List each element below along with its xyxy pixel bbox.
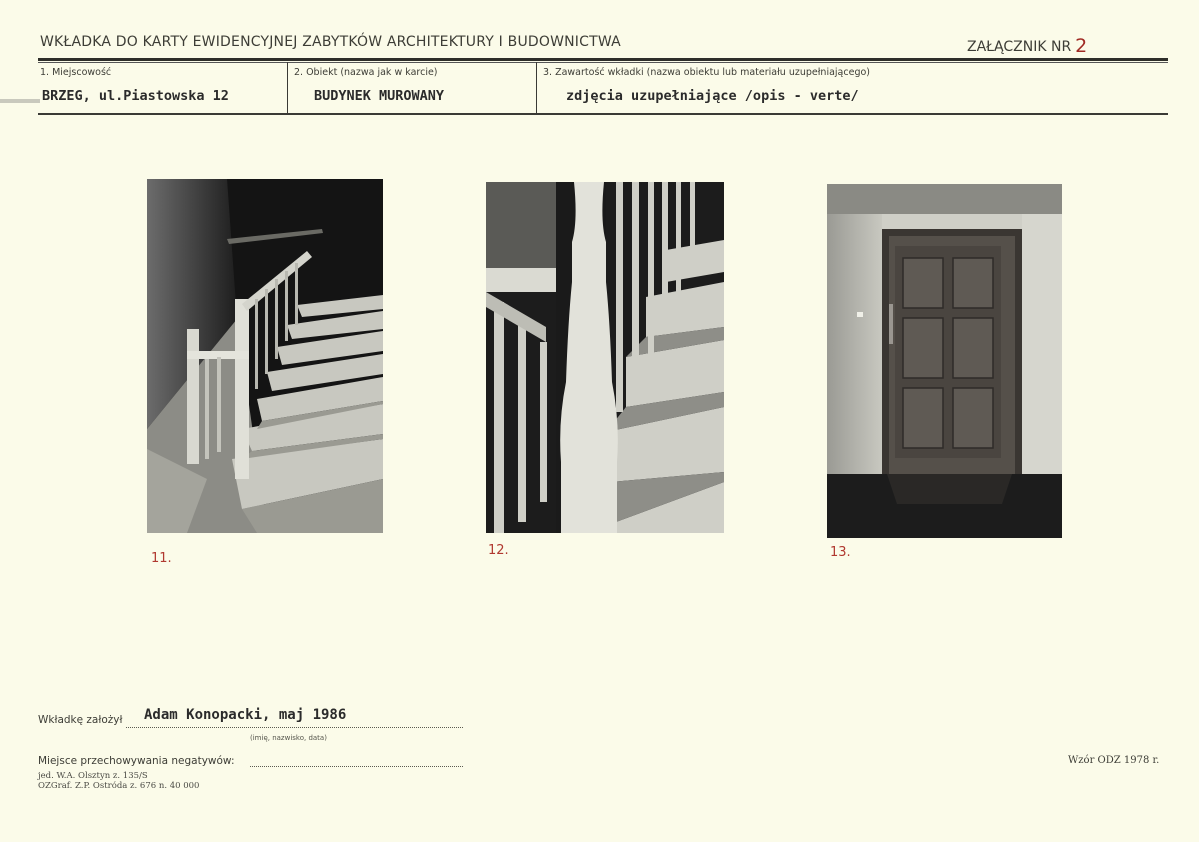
photo-caption-13: 13. — [830, 545, 851, 560]
form-code: Wzór ODZ 1978 r. — [1068, 755, 1160, 766]
author-label: Wkładkę założył — [38, 714, 123, 726]
baluster-photo — [486, 182, 724, 533]
author-dotted-line — [126, 727, 463, 728]
object-value: BUDYNEK MUROWANY — [314, 88, 445, 104]
annex-label-text: ZAŁĄCZNIK NR — [967, 39, 1072, 55]
locality-label: 1. Miejscowość — [40, 67, 112, 78]
header-rule-thin — [38, 62, 1168, 63]
staircase-photo — [147, 179, 383, 533]
negatives-label: Miejsce przechowywania negatywów: — [38, 755, 235, 767]
author-value: Adam Konopacki, maj 1986 — [144, 707, 347, 723]
print-line-1: jed. W.A. Olsztyn z. 135/S — [38, 771, 148, 781]
contents-value: zdjęcia uzupełniające /opis - verte/ — [566, 88, 859, 104]
locality-value: BRZEG, ul.Piastowska 12 — [42, 88, 229, 104]
header-rule — [38, 58, 1168, 61]
object-label: 2. Obiekt (nazwa jak w karcie) — [294, 67, 438, 78]
field-divider — [287, 62, 288, 114]
form-title: WKŁADKA DO KARTY EWIDENCYJNEJ ZABYTKÓW ARCHITEKTURY I BUDOWNICTWA — [40, 34, 621, 50]
contents-label: 3. Zawartość wkładki (nazwa obiektu lub materiału uzupełniającego) — [543, 67, 870, 78]
margin-mark — [0, 99, 40, 103]
staircase-image — [147, 179, 383, 533]
print-info — [38, 771, 199, 791]
photo-caption-11: 11. — [151, 551, 172, 566]
print-line-2: OZGraf. Z.P. Ostróda z. 676 n. 40 000 — [38, 781, 200, 791]
negatives-dotted-line — [250, 766, 463, 767]
author-hint: (imię, nazwisko, data) — [250, 734, 327, 742]
door-image — [827, 184, 1062, 538]
field-divider — [536, 62, 537, 114]
fields-bottom-rule — [38, 113, 1168, 115]
baluster-image — [486, 182, 724, 533]
photo-caption-12: 12. — [488, 543, 509, 558]
door-photo — [827, 184, 1062, 538]
annex-label — [967, 34, 1087, 56]
annex-number: 2 — [1075, 35, 1088, 57]
